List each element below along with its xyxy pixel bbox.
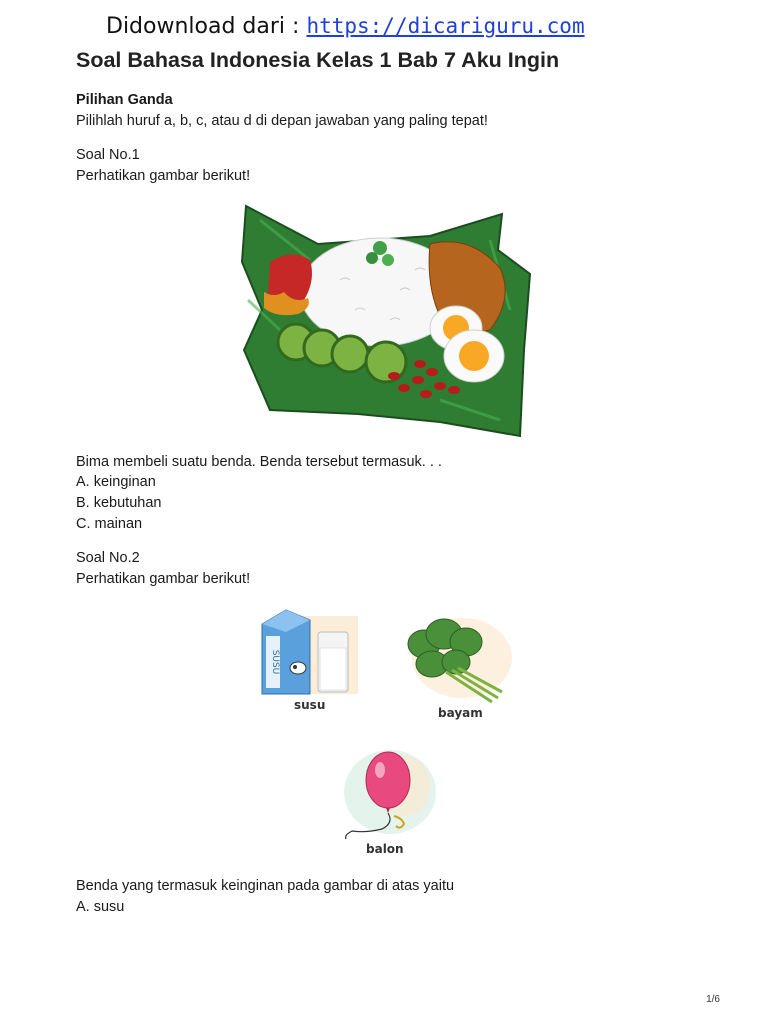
sambal [268,254,312,302]
q1-number: Soal No.1 [76,147,140,163]
q2-prompt: Perhatikan gambar berikut! [76,571,251,587]
q1-option-c: C. mainan [76,516,143,532]
q2-option-a: A. susu [76,899,125,915]
spinach-illustration [402,612,512,704]
milk-picture [256,606,360,716]
spinach-caption: bayam [438,706,483,720]
milk-box-text: SUSU [270,649,280,675]
section-heading: Pilihan Ganda [76,92,173,108]
balloon-caption: balon [366,842,404,856]
milk-illustration [256,606,360,696]
balloon-picture [334,746,438,858]
q2-question: Benda yang termasuk keinginan pada gambar di atas yaitu [76,878,455,894]
milk-caption: susu [294,698,326,712]
download-prefix: Didownload dari : [106,14,300,39]
download-header [106,14,585,39]
page-title: Soal Bahasa Indonesia Kelas 1 Bab 7 Aku Ingin [76,48,560,72]
source-link[interactable]: https://dicariguru.com [306,14,585,38]
spinach-picture [402,612,512,724]
q1-question: Bima membeli suatu benda. Benda tersebut termasuk. . . [76,454,442,470]
q1-option-a: A. keinginan [76,474,156,490]
section-instruction: Pilihlah huruf a, b, c, atau d di depan jawaban yang paling tepat! [76,113,488,129]
q1-prompt: Perhatikan gambar berikut! [76,168,251,184]
nasi-lemak-illustration [240,200,532,440]
page-number: 1/6 [706,994,720,1005]
balloon-illustration [334,746,438,840]
q2-number: Soal No.2 [76,550,140,566]
q1-option-b: B. kebutuhan [76,495,162,511]
